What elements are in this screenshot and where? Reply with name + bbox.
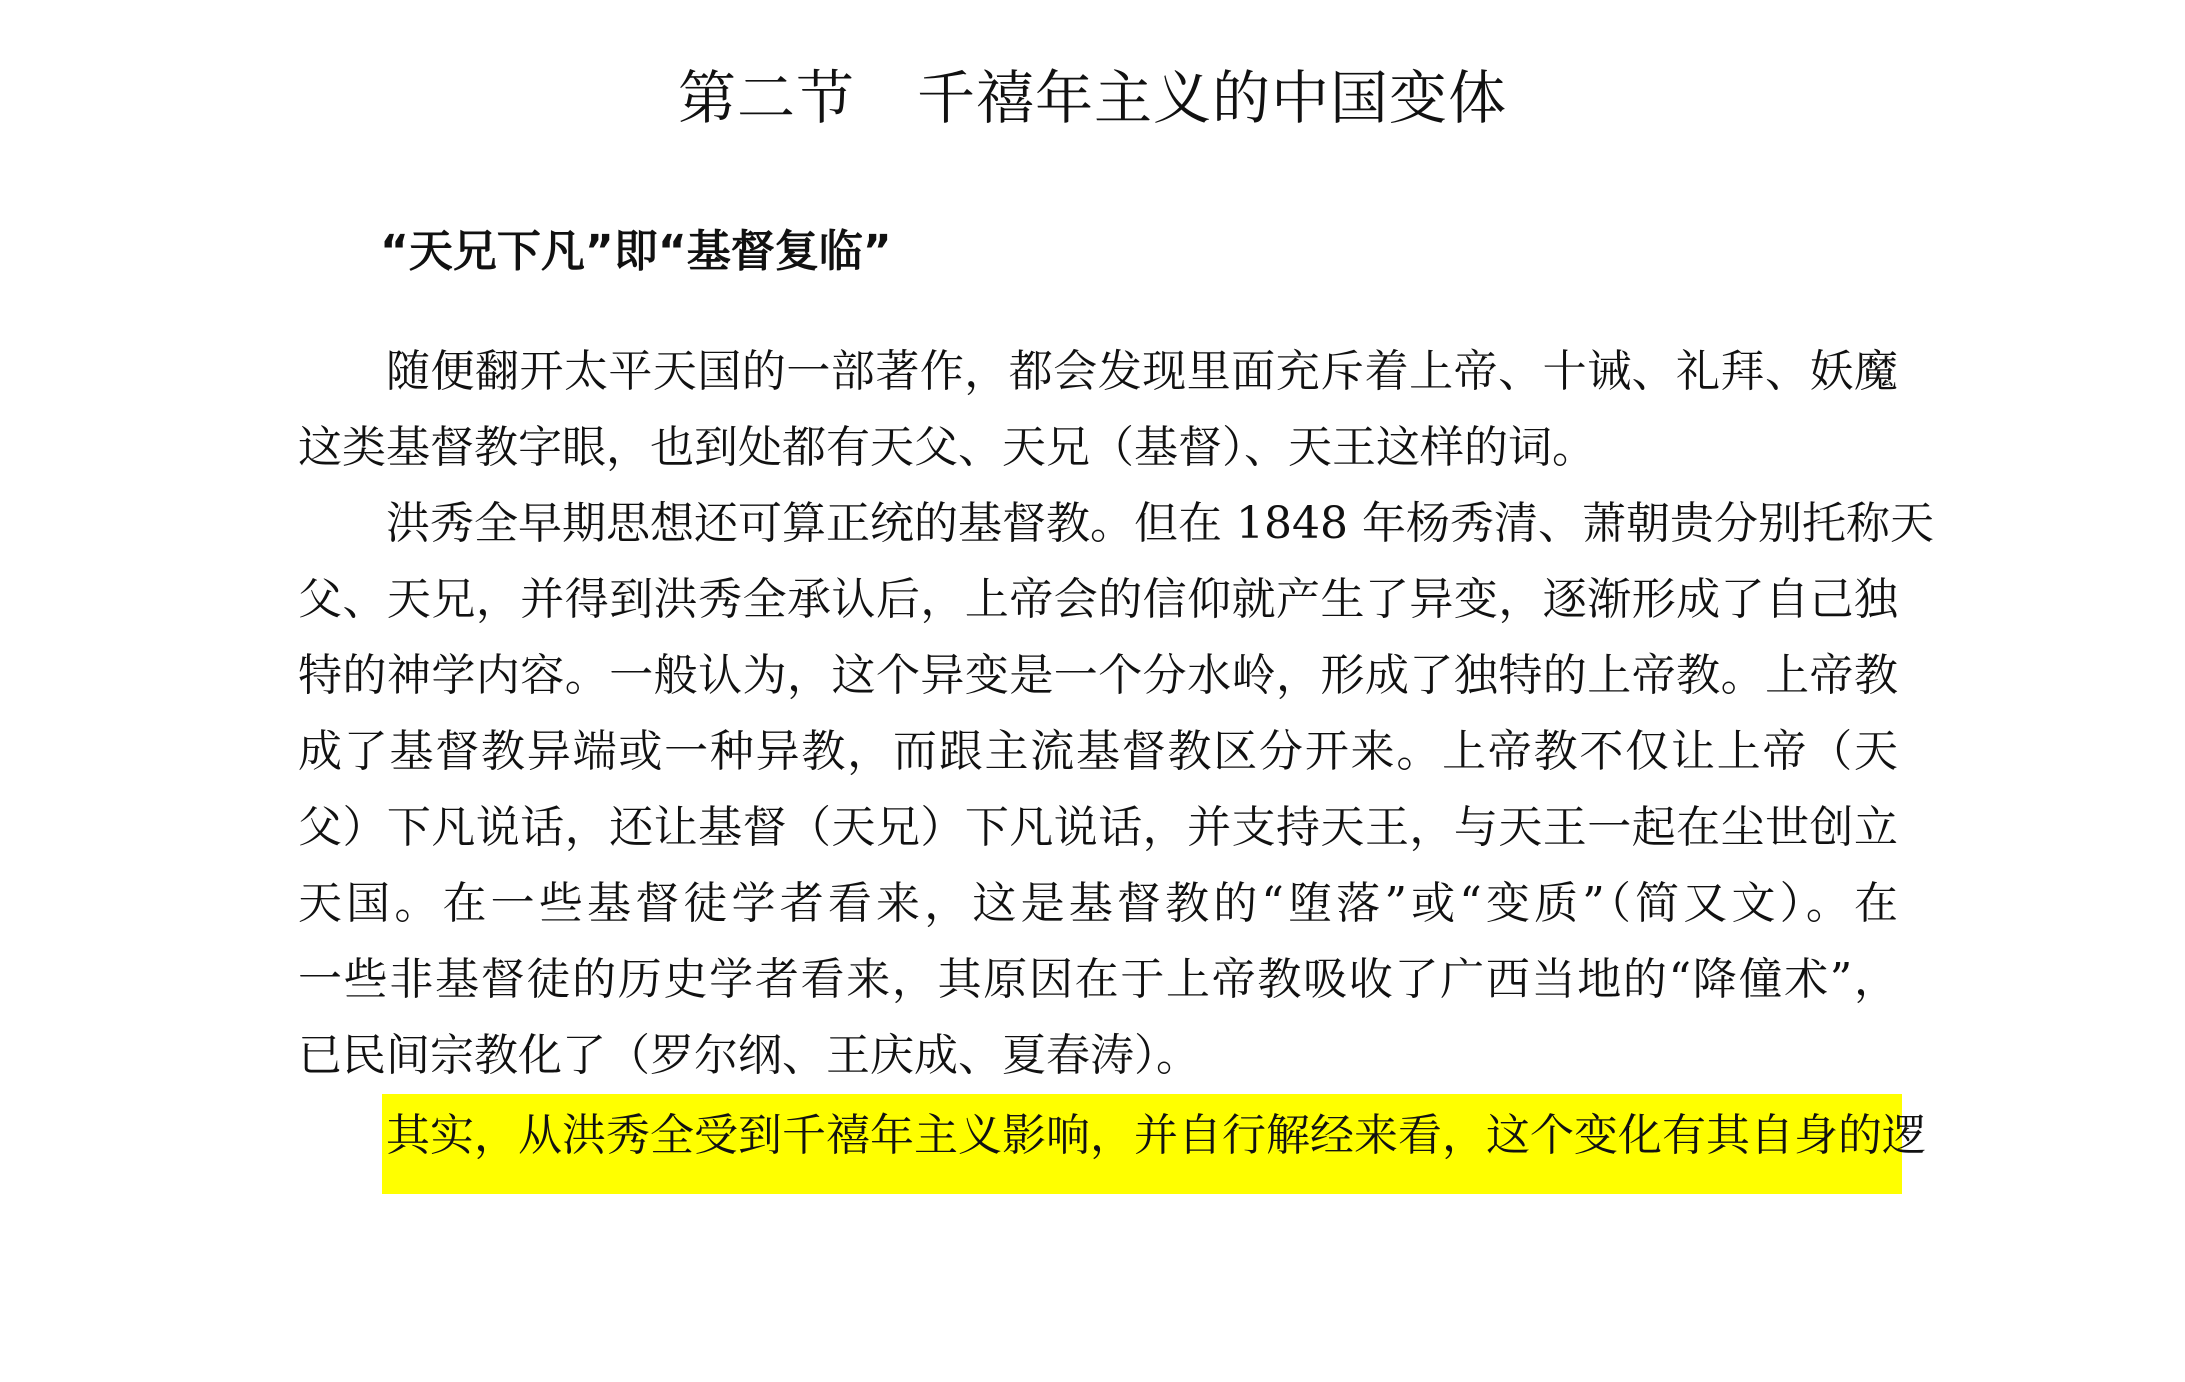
chapter-number: 第二节: [677, 64, 855, 132]
paragraph-1-line-2: 这类基督教字眼，也到处都有天父、天兄（基督）、天王这样的词。: [298, 422, 1596, 473]
paragraph-2-line-8: 已民间宗教化了（罗尔纲、王庆成、夏春涛）。: [298, 1030, 1200, 1081]
paragraph-2-line-5: 父）下凡说话，还让基督（天兄）下凡说话，并支持天王，与天王一起在尘世创立: [298, 802, 1898, 853]
paragraph-1-line-1: 随便翻开太平天国的一部著作，都会发现里面充斥着上帝、十诫、礼拜、妖魔: [386, 346, 1898, 397]
paragraph-2-line-6: 天国。在一些基督徒学者看来，这是基督教的“堕落”或“变质”（简又文）。在: [298, 878, 1898, 929]
chapter-title: [0, 58, 2185, 138]
paragraph-2-line-4: 成了基督教异端或一种异教，而跟主流基督教区分开来。上帝教不仅让上帝（天: [298, 726, 1898, 777]
paragraph-2-line-3: 特的神学内容。一般认为，这个异变是一个分水岭，形成了独特的上帝教。上帝教: [298, 650, 1898, 701]
paragraph-2-line-7: 一些非基督徒的历史学者看来，其原因在于上帝教吸收了广西当地的“降僮术”，: [298, 954, 1898, 1005]
paragraph-2-line-1: 洪秀全早期思想还可算正统的基督教。但在 1848 年杨秀清、萧朝贵分别托称天: [386, 498, 1934, 549]
chapter-title-text: 千禧年主义的中国变体: [917, 64, 1508, 132]
section-heading: “天兄下凡”即“基督复临”: [380, 226, 892, 277]
body-text: [298, 334, 1934, 1194]
paragraph-2-line-2: 父、天兄，并得到洪秀全承认后，上帝会的信仰就产生了异变，逐渐形成了自己独: [298, 574, 1898, 625]
highlighted-line: 其实，从洪秀全受到千禧年主义影响，并自行解经来看，这个变化有其自身的逻: [382, 1094, 1902, 1194]
